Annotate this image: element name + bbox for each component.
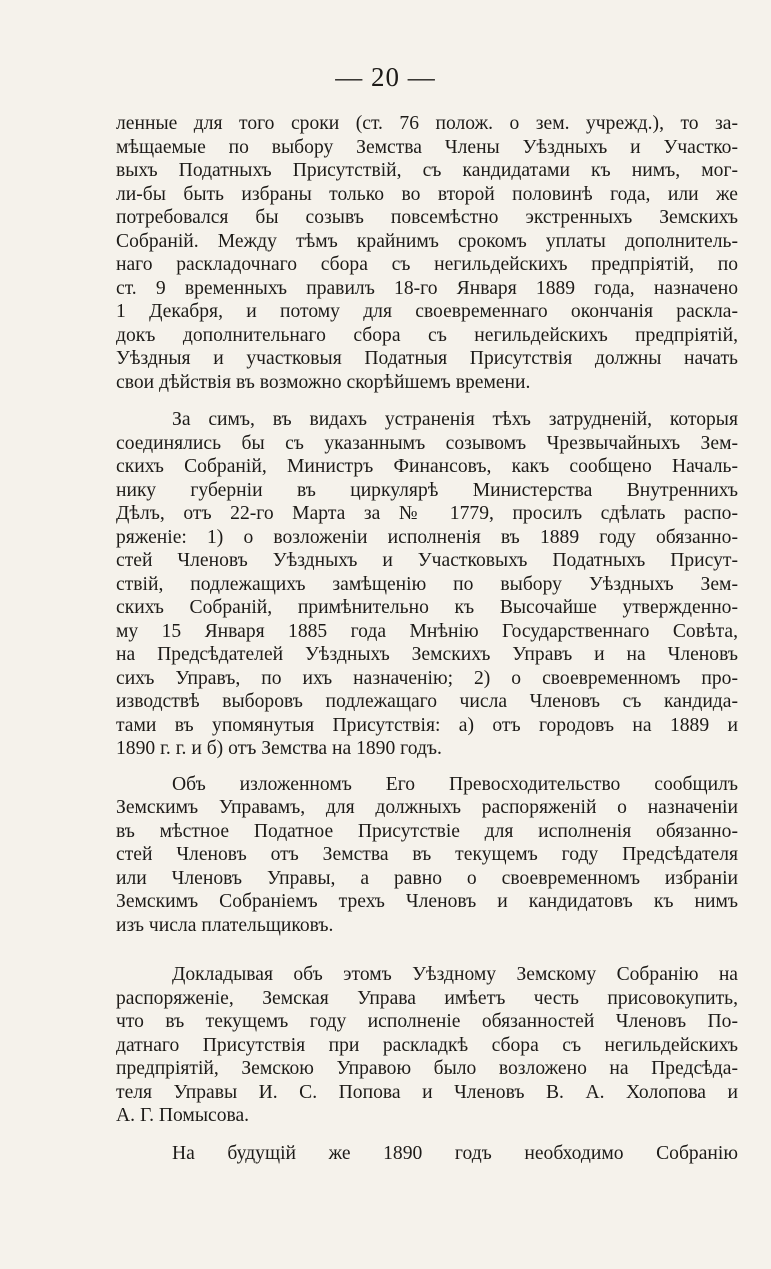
text-line: теля Управы И. С. Попова и Членовъ В. А. Холопова и	[116, 1081, 738, 1103]
text-line: За симъ, въ видахъ устраненія тѣхъ затрудненій, которыя	[172, 409, 738, 430]
page-number: — 20 —	[335, 62, 436, 92]
text-line: потребовался бы созывъ повсемѣстно экстренныхъ Земскихъ	[116, 207, 738, 228]
text-line: стей Членовъ Уѣздныхъ и Участковыхъ Податныхъ Присут-	[116, 550, 738, 571]
text-line: ли-бы быть избраны только во второй половинѣ года, или же	[116, 183, 738, 205]
text-line: Земскимъ Управамъ, для должныхъ распоряженій о назначеніи	[116, 797, 738, 818]
text-line: предпріятій, Земскою Управою было возложено на Предсѣда-	[116, 1058, 738, 1079]
text-line: А. Г. Помысова.	[116, 1105, 250, 1126]
text-line: Уѣздныя и участковыя Податныя Присутствія должны начать	[116, 348, 738, 369]
text-line: 1890 г. г. и б) отъ Земства на 1890 годъ.	[116, 738, 442, 759]
text-line: нику губерніи въ циркулярѣ Министерства Внутреннихъ	[116, 479, 738, 501]
text-line: свои дѣйствія въ возможно скорѣйшемъ времени.	[116, 371, 531, 393]
text-line: на Предсѣдателей Уѣздныхъ Земскихъ Управъ и на Членовъ	[116, 644, 738, 665]
text-line: Собраній. Между тѣмъ крайнимъ срокомъ уплаты дополнитель-	[116, 230, 738, 252]
paragraph	[116, 1142, 738, 1166]
text-line: изводствѣ выборовъ подлежащаго числа Членовъ съ кандида-	[116, 691, 738, 712]
paragraph	[116, 112, 738, 394]
paragraph	[116, 408, 738, 761]
text-line: ленные для того сроки (ст. 76 полож. о зем. учрежд.), то за-	[116, 113, 738, 134]
text-line: Докладывая объ этомъ Уѣздному Земскому Собранію на	[172, 964, 738, 985]
text-line: скихъ Собраній, Министръ Финансовъ, какъ сообщено Началь-	[116, 456, 738, 477]
text-line: Объ изложенномъ Его Превосходительство сообщилъ	[172, 773, 738, 795]
text-line: распоряженіе, Земская Управа имѣетъ честь присовокупить,	[116, 987, 738, 1009]
text-line: ряженіе: 1) о возложеніи исполненія въ 1889 году обязанно-	[116, 526, 738, 548]
text-line: Земскимъ Собраніемъ трехъ Членовъ и кандидатовъ къ нимъ	[116, 891, 738, 912]
text-line: ствій, подлежащихъ замѣщенію по выбору Уѣздныхъ Зем-	[116, 573, 738, 595]
text-line: На будущій же 1890 годъ необходимо Собранію	[172, 1142, 738, 1164]
text-line: въ мѣстное Податное Присутствіе для исполненія обязанно-	[116, 820, 738, 842]
text-line: скихъ Собраній, примѣнительно къ Высочайше утвержденно-	[116, 597, 738, 618]
text-line: наго раскладочнаго сбора съ негильдейскихъ предпріятій, по	[116, 254, 738, 275]
paragraph	[116, 773, 738, 938]
text-line: Дѣлъ, отъ 22-го Марта за № 1779, просилъ сдѣлать распо-	[116, 503, 738, 524]
text-line: соединялись бы съ указаннымъ созывомъ Чрезвычайныхъ Зем-	[116, 432, 738, 454]
text-line: мѣщаемые по выбору Земства Члены Уѣздныхъ и Участко-	[116, 136, 738, 158]
text-line: датнаго Присутствія при раскладкѣ сбора съ негильдейскихъ	[116, 1034, 738, 1056]
text-line: стей Членовъ отъ Земства въ текущемъ году Предсѣдателя	[116, 844, 738, 865]
body-text	[116, 112, 738, 1165]
text-line: выхъ Податныхъ Присутствій, съ кандидатами къ нимъ, мог-	[116, 160, 738, 181]
text-line: сихъ Управъ, по ихъ назначенію; 2) о своевременномъ про-	[116, 667, 738, 689]
text-line: му 15 Января 1885 года Мнѣнію Государственнаго Совѣта,	[116, 620, 738, 642]
text-line: докъ дополнительнаго сбора съ негильдейскихъ предпріятій,	[116, 324, 738, 346]
text-line: или Членовъ Управы, а равно о своевременномъ избраніи	[116, 867, 738, 889]
text-line: ст. 9 временныхъ правилъ 18-го Января 1889 года, назначено	[116, 277, 738, 299]
text-line: что въ текущемъ году исполненіе обязанностей Членовъ По-	[116, 1011, 738, 1032]
text-line: 1 Декабря, и потому для своевременнаго окончанія раскла-	[116, 301, 738, 322]
text-line: изъ числа плательщиковъ.	[116, 914, 334, 936]
paragraph	[116, 963, 738, 1128]
text-line: тами въ упомянутыя Присутствія: а) отъ городовъ на 1889 и	[116, 714, 738, 736]
